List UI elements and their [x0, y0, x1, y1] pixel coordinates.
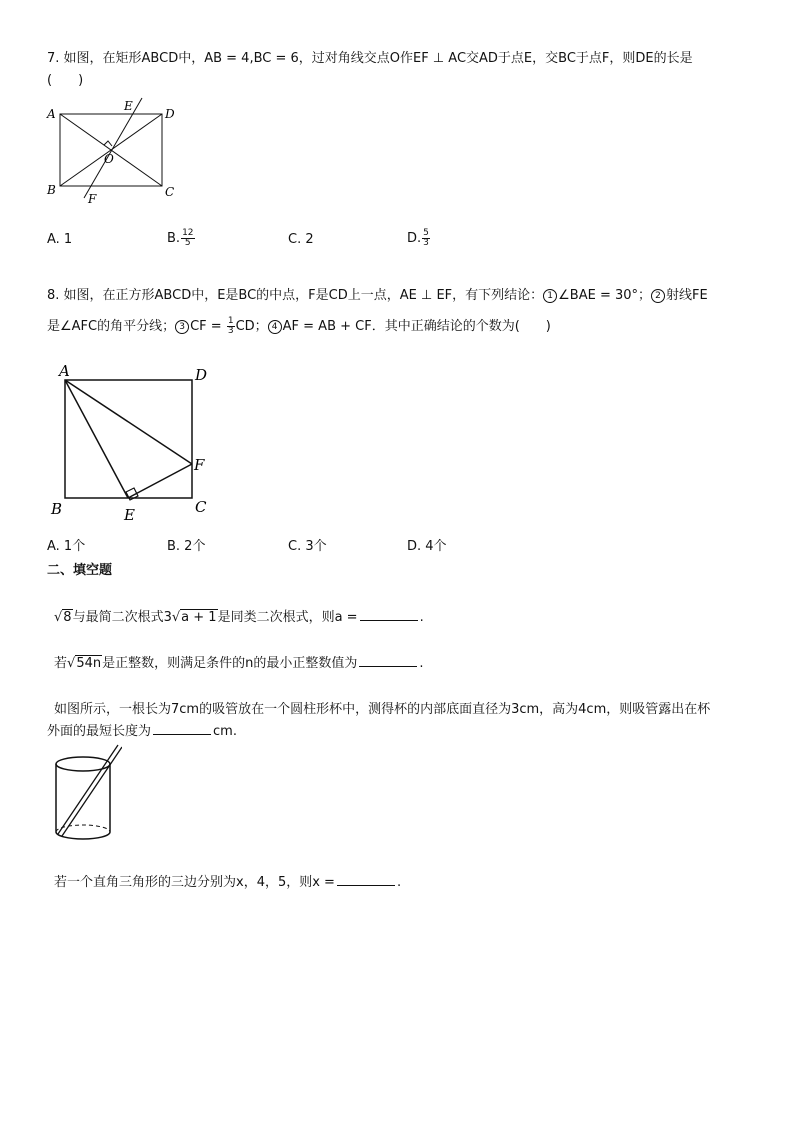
q7-label-E: E — [124, 99, 133, 113]
answer-blank-1[interactable] — [360, 608, 418, 621]
q7-label-B: B — [47, 183, 56, 197]
q7-label-F: F — [88, 192, 97, 206]
q8-square-figure — [44, 358, 224, 526]
answer-blank-3[interactable] — [153, 722, 211, 735]
conclusion-1-marker: 1 — [543, 289, 557, 303]
fill-question-3-line1: 如图所示，一根长为7cm的吸管放在一个圆柱形杯中，测得杯的内部底面直径为3cm，高为4cm，则吸管露出在杯 — [54, 702, 711, 717]
fill-question-1: √8与最简二次根式3√a + 1是同类二次根式，则a = . — [54, 610, 424, 625]
q7-option-b[interactable]: B. $\frac{12}{5}$ — [167, 228, 194, 248]
conclusion-3-marker: 3 — [175, 320, 189, 334]
q7-option-c[interactable]: C. 2 — [288, 232, 314, 247]
q7-option-d-fraction: $\frac{5}{3}$ — [423, 228, 429, 248]
q8-label-F: F — [194, 456, 205, 474]
q7-label-C: C — [165, 185, 175, 199]
q7-label-O: O — [104, 152, 114, 166]
fill-question-4: 若一个直角三角形的三边分别为x，4，5，则x = . — [54, 875, 402, 890]
q7-label-D: D — [165, 107, 175, 121]
q8-option-c[interactable]: C. 3个 — [288, 539, 327, 554]
q8-option-b[interactable]: B. 2个 — [167, 539, 206, 554]
q8-option-d[interactable]: D. 4个 — [407, 539, 447, 554]
q8-label-E: E — [124, 506, 135, 524]
q7-rectangle-figure — [44, 96, 194, 208]
conclusion-4-marker: 4 — [268, 320, 282, 334]
q7-option-b-fraction: $\frac{12}{5}$ — [182, 228, 194, 248]
conclusion-2-marker: 2 — [651, 289, 665, 303]
q8-label-C: C — [195, 498, 207, 516]
sqrt-a-plus-1: √a + 1 — [171, 610, 217, 625]
q8-label-A: A — [59, 362, 70, 380]
sqrt-8: √8 — [54, 610, 72, 625]
q8-option-a[interactable]: A. 1个 — [47, 539, 86, 554]
section-title-fill-in: 二、填空题 — [47, 563, 113, 578]
q7-stem-line2: ( ) — [47, 73, 84, 88]
answer-blank-4[interactable] — [337, 873, 395, 886]
q8-stem-line1: 8. 如图，在正方形ABCD中，E是BC的中点，F是CD上一点，AE ⊥ EF，有下列结论： 1 ∠BAE = 30°； 2 射线FE — [47, 288, 708, 303]
sqrt-54n: √54n — [67, 656, 102, 671]
q7-label-A: A — [47, 107, 56, 121]
q8-stem-line2: 是∠AFC的角平分线； 3 CF = $\frac{1}{3}$ CD； 4 AF = AB + CF．其中正确结论的个数为( ) — [47, 316, 551, 336]
q8-fraction: $\frac{1}{3}$ — [227, 316, 234, 336]
fill-question-2: 若√54n是正整数，则满足条件的n的最小正整数值为 . — [54, 656, 424, 671]
answer-blank-2[interactable] — [359, 654, 417, 667]
q8-label-B: B — [51, 500, 63, 518]
fill-question-3-line2: 外面的最短长度为 cm. — [47, 724, 237, 739]
q7-option-a[interactable]: A. 1 — [47, 232, 73, 247]
q8-label-D: D — [195, 366, 208, 384]
q7-stem-line1: 7. 如图，在矩形ABCD中，AB = 4,BC = 6，过对角线交点O作EF ⊥ AC交AD于点E，交BC于点F，则DE的长是 — [47, 51, 693, 66]
cup-straw-figure — [50, 743, 122, 847]
q7-option-d[interactable]: D. $\frac{5}{3}$ — [407, 228, 429, 248]
